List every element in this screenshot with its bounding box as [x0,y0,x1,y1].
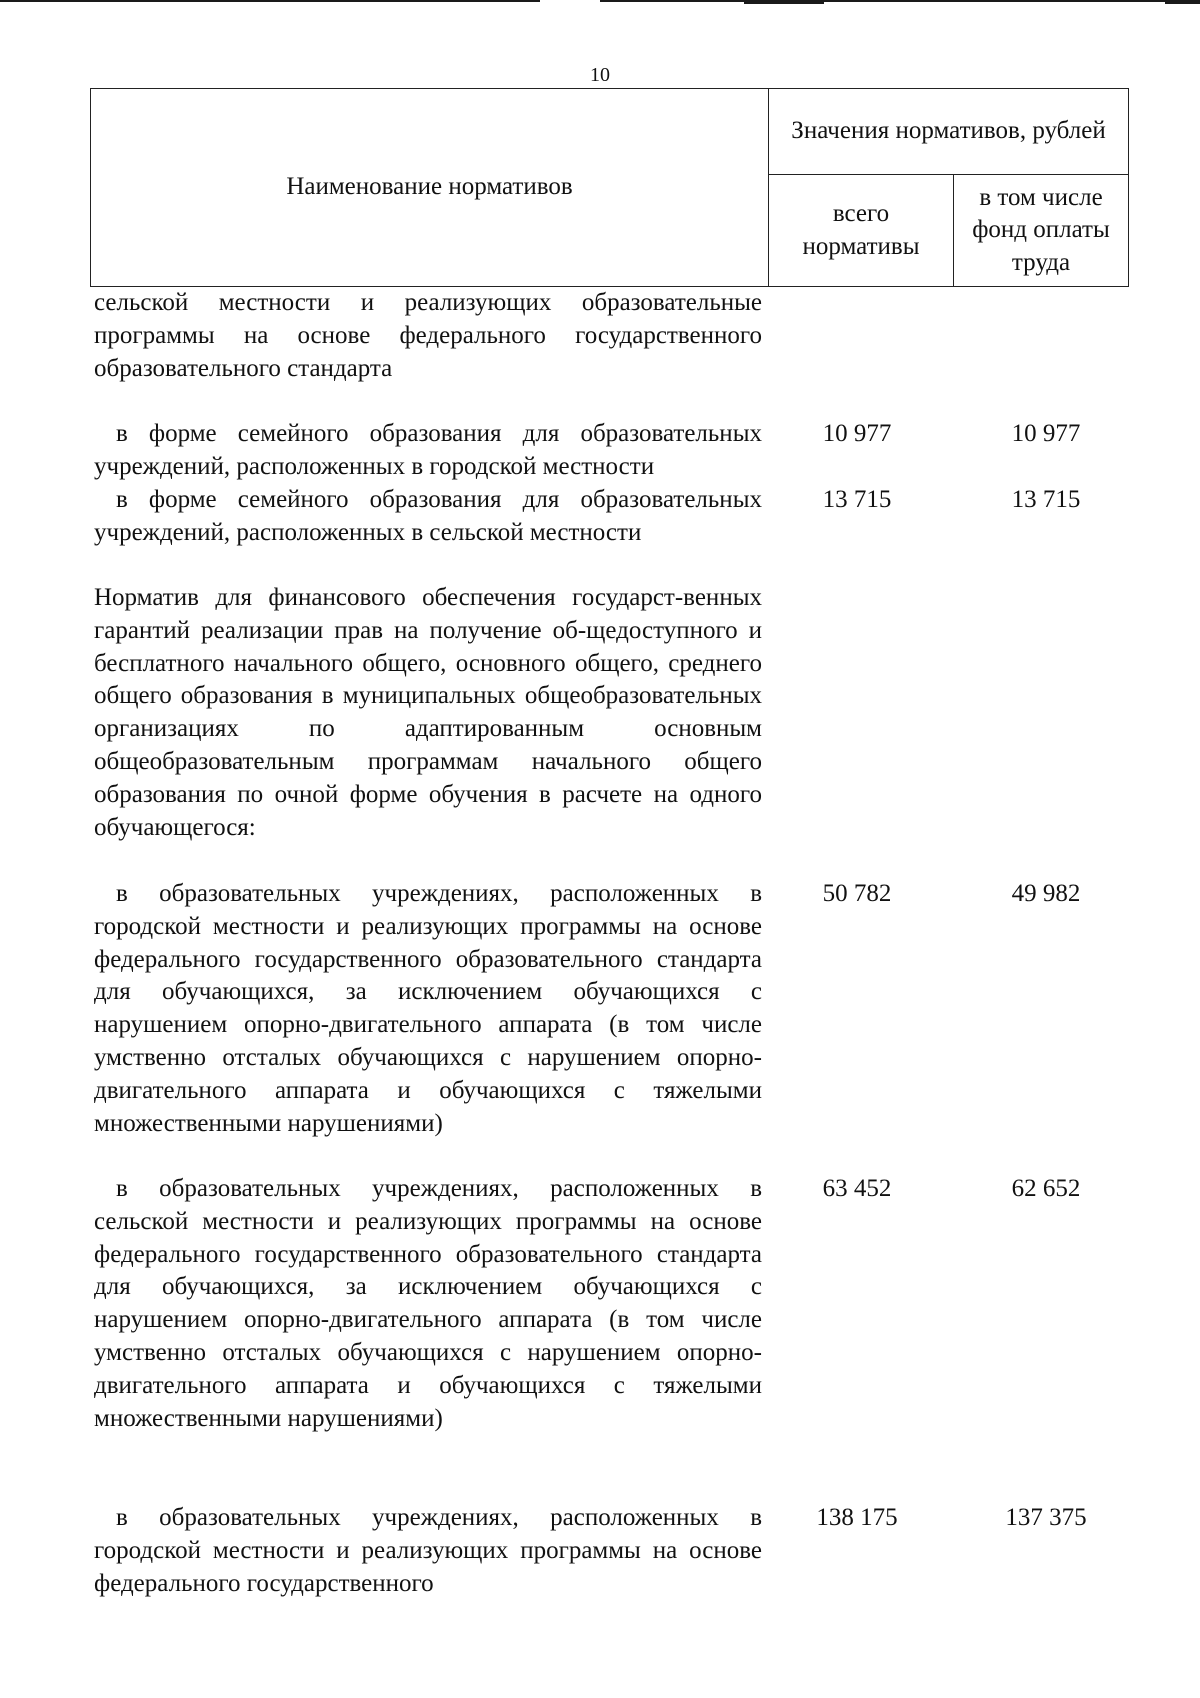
page-number: 10 [590,64,610,86]
row-text: Норматив для финансового обеспечения государст-венных гарантий реализации прав на получение об-щедоступного и бесплатного начального общего, основного общего, среднего общего образования в муниципальных общеобразовательных организациях по адаптированным основным общеобразовательным программам начального общего образования по очной форме обучения в расчете на одного обучающегося: [94,584,762,841]
row-wage-value: 10 977 [1011,420,1081,447]
row-wage-value: 137 375 [1005,1504,1087,1531]
row-total-value: 138 175 [816,1504,898,1531]
row-text: в форме семейного образования для образовательных учреждений, расположенных в сельской местности [94,486,762,546]
header-wage-column: в том числе фонд оплаты труда [954,175,1129,287]
row-total-value: 10 977 [822,420,892,447]
scan-edge-line [600,0,1200,2]
row-wage-value: 13 715 [1011,486,1081,513]
row-total-value: 13 715 [822,486,892,513]
row-wage-value: 62 652 [1011,1175,1081,1202]
header-name-column: Наименование нормативов [91,89,769,287]
row-text: в форме семейного образования для образовательных учреждений, расположенных в городской местности [94,420,762,480]
row-text: сельской местности и реализующих образовательные программы на основе федерального государственного образовательного стандарта [94,289,762,382]
row-wage-value: 49 982 [1011,880,1081,907]
table-header [90,88,1129,287]
header-total-column: всего нормативы [769,175,954,287]
row-text: в образовательных учреждениях, расположенных в городской местности и реализующих программы на основе федерального государственного образовательного стандарта для обучающихся, за исключением обучающихся с нарушением опорно-двигательного аппарата (в том числе умственно отсталых обучающихся с нарушением опорно-двигательного аппарата и обучающихся с тяжелыми множественными нарушениями) [94,880,762,1137]
row-text: в образовательных учреждениях, расположенных в сельской местности и реализующих программы на основе федерального государственного образовательного стандарта для обучающихся, за исключением обучающихся с нарушением опорно-двигательного аппарата (в том числе умственно отсталых обучающихся с нарушением опорно-двигательного аппарата и обучающихся с тяжелыми множественными нарушениями) [94,1175,762,1432]
row-text: в образовательных учреждениях, расположенных в городской местности и реализующих программы на основе федерального государственного [94,1504,762,1597]
row-total-value: 50 782 [822,880,892,907]
scan-edge-mark [1165,2,1200,4]
scan-edge-mark [744,2,824,4]
row-total-value: 63 452 [822,1175,892,1202]
scan-edge-line [0,0,540,2]
header-values-group: Значения нормативов, рублей [769,89,1129,175]
